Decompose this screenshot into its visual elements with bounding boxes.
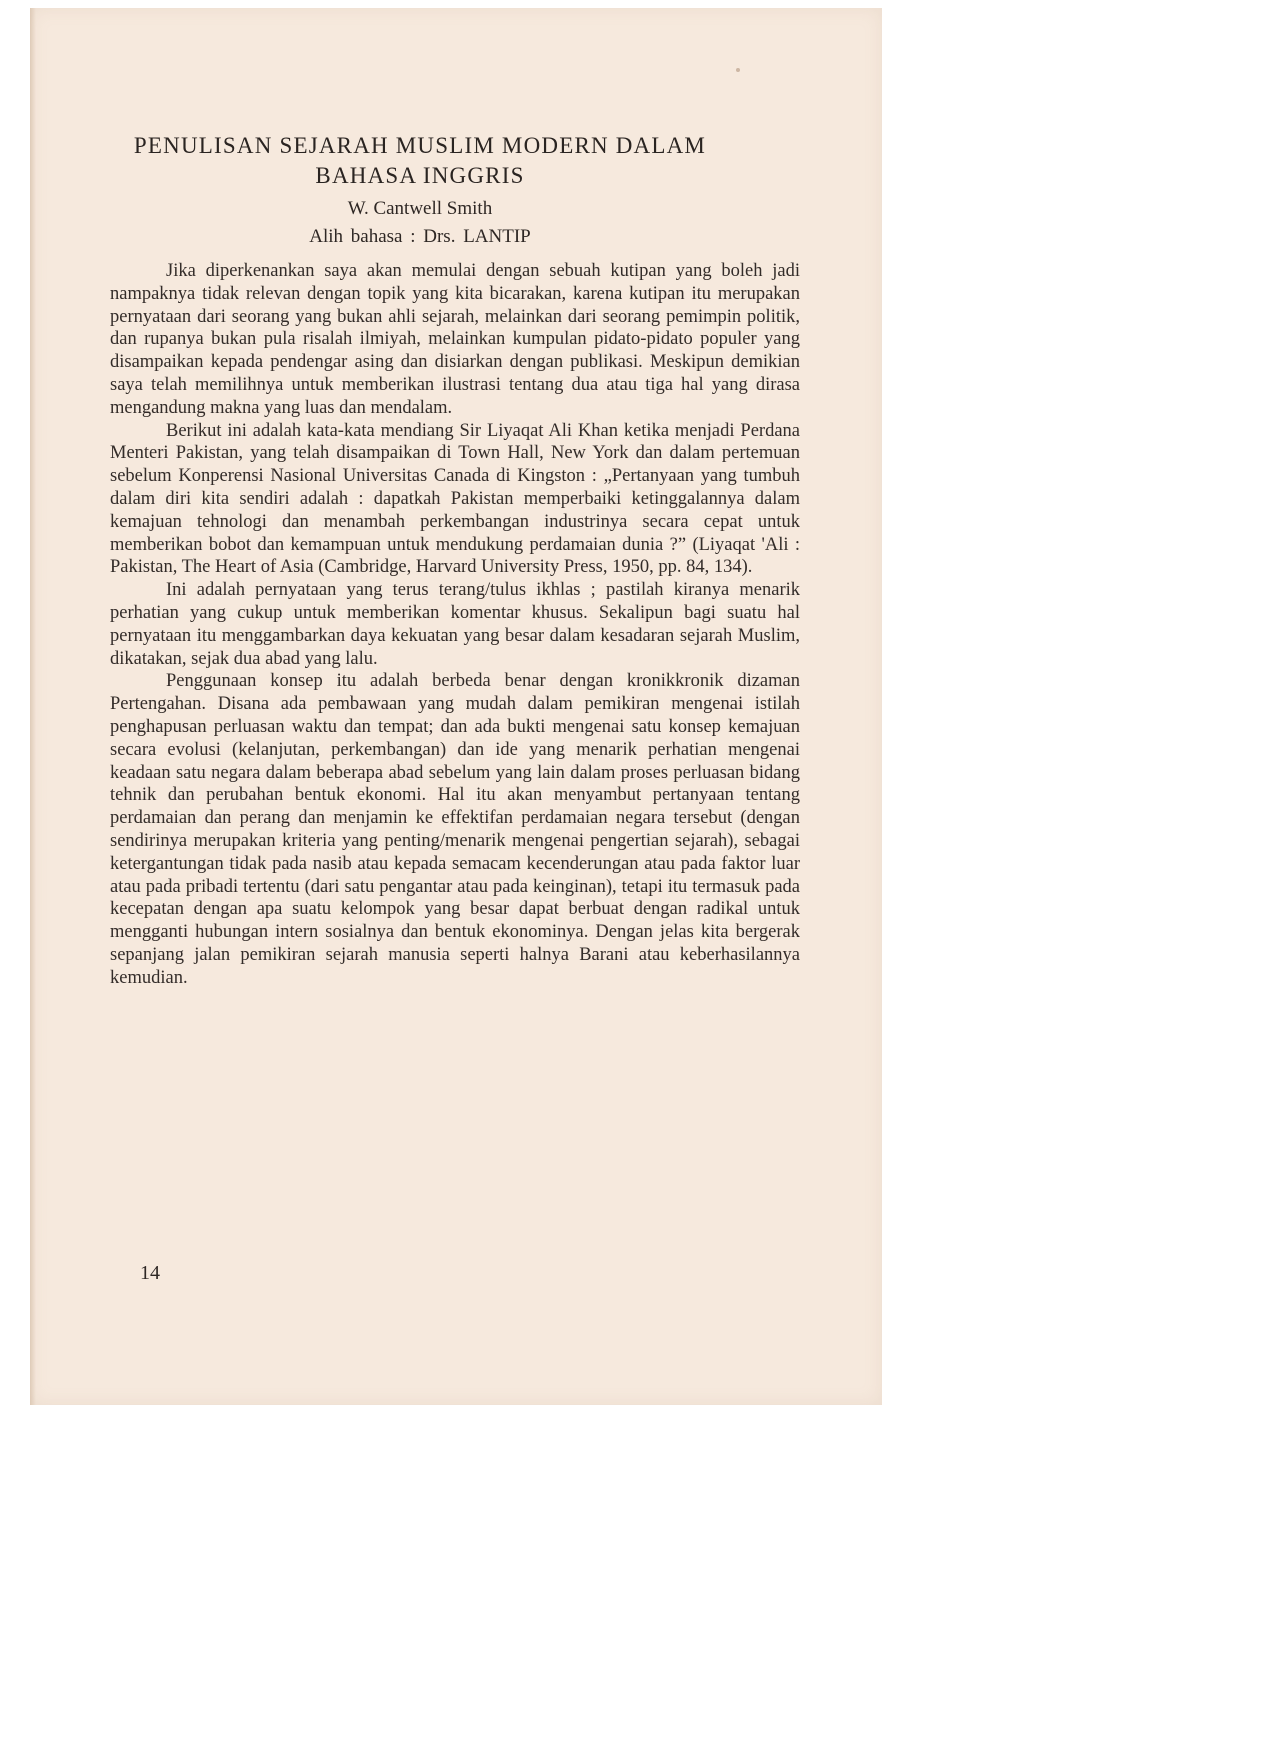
- article-author: W. Cantwell Smith: [347, 198, 493, 219]
- page-edge-shadow: [30, 8, 36, 1405]
- article-translator: Alih bahasa : Drs. LANTIP: [309, 226, 531, 247]
- paragraph-1: Jika diperkenankan saya akan memulai dengan sebuah kutipan yang boleh jadi nampaknya tidak relevan dengan topik yang kita bicarakan, karena kutipan itu merupakan pernyataan dari seorang yang bukan ahli sejarah, melainkan dari seorang pemimpin politik, dan rupanya bukan pula risalah ilmiyah, melainkan kumpulan pidato-pidato populer yang disampaikan kepada pendengar asing dan disiarkan dengan publikasi. Meskipun demikian saya telah memilihnya untuk memberikan ilustrasi tentang dua atau tiga hal yang dirasa mengandung makna yang luas dan mendalam.: [110, 261, 800, 418]
- page-number: 14: [140, 1262, 160, 1284]
- scan-speck: [736, 68, 740, 72]
- paragraph-4: Penggunaan konsep itu adalah berbeda benar dengan kronikkronik dizaman Pertengahan. Disana ada pembawaan yang mudah dalam pemikiran mengenai istilah penghapusan perluasan waktu dan tempat; dan ada bukti mengenai satu konsep kemajuan secara evolusi (kelanjutan, perkembangan) dan ide yang menarik perhatian mengenai keadaan satu negara dalam beberapa abad sebelum yang lain dalam proses perluasan bidang tehnik dan perubahan bentuk ekonomi. Hal itu akan menyambut pertanyaan tentang perdamaian dan perang dan menjamin ke effektifan perdamaian negara tersebut (dengan sendirinya merupakan kriteria yang penting/menarik mengenai pengertian sejarah), sebagai ketergantungan tidak pada nasib atau kepada semacam kecenderungan atau pada faktor luar atau pada pribadi tertentu (dari satu pengantar atau pada keinginan), tetapi itu termasuk pada kecepatan dengan apa suatu kelompok yang besar dapat berbuat dengan radikal untuk mengganti hubungan intern sosialnya dan bentuk ekonominya. Dengan jelas kita bergerak sepanjang jalan pemikiran sejarah manusia seperti halnya Barani atau keberhasilannya kemudian.: [110, 671, 800, 988]
- article-body: [110, 260, 800, 990]
- paragraph-2: Berikut ini adalah kata-kata mendiang Sir Liyaqat Ali Khan ketika menjadi Perdana Menteri Pakistan, yang telah disampaikan di Town Hall, New York dan dalam pertemuan sebelum Konperensi Nasional Universitas Canada di Kingston : „Pertanyaan yang tumbuh dalam diri kita sendiri adalah : dapatkah Pakistan memperbaiki ketinggalannya dalam kemajuan tehnologi dan menambah perkembangan industrinya secara cepat untuk memberikan bobot dan kemampuan untuk mendukung perdamaian dunia ?” (Liyaqat 'Ali : Pakistan, The Heart of Asia (Cambridge, Harvard University Press, 1950, pp. 84, 134).: [110, 420, 800, 578]
- article-title: PENULISAN SEJARAH MUSLIM MODERN DALAM BAHASA INGGRIS: [133, 133, 707, 188]
- paragraph-3: Ini adalah pernyataan yang terus terang/tulus ikhlas ; pastilah kiranya menarik perhatian yang cukup untuk memberikan komentar khusus. Sekalipun bagi suatu hal pernyataan itu menggambarkan daya kekuatan yang besar dalam kesadaran sejarah Muslim, dikatakan, sejak dua abad yang lalu.: [110, 580, 800, 669]
